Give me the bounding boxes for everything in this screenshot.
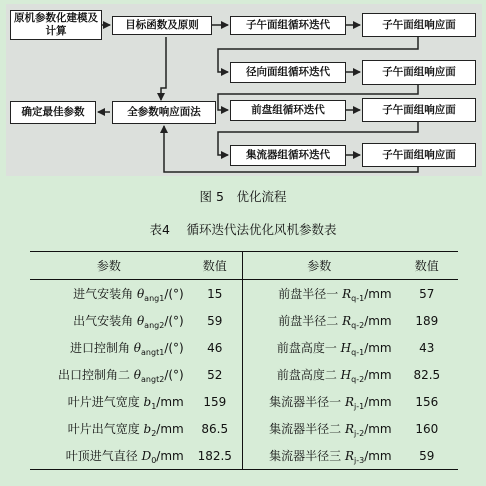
param-symbol: b (143, 421, 152, 436)
param-symbol: θ (133, 367, 142, 382)
param-unit: /mm (156, 448, 184, 463)
param-subscript: 1 (151, 401, 157, 411)
table-cell-value: 86.5 (201, 421, 229, 436)
param-unit: /(°) (164, 367, 184, 382)
table-cell-value: 52 (207, 367, 223, 382)
param-subscript: 0 (151, 455, 157, 465)
box-radial-loop: 径向面组循环迭代 (230, 62, 346, 83)
table-row (30, 307, 458, 334)
param-symbol: θ (136, 286, 145, 301)
table-cell-parameter (242, 442, 395, 470)
table-cell-parameter (30, 307, 188, 334)
table-row (30, 280, 458, 308)
table-cell-value: 156 (415, 394, 439, 409)
header-value-1: 数值 (188, 252, 243, 280)
box-collector-loop: 集流器组循环迭代 (230, 145, 346, 166)
param-unit: /mm (156, 394, 184, 409)
table-cell-value: 59 (207, 313, 223, 328)
table-cell-value: 160 (415, 421, 439, 436)
param-name: 叶片出气宽度 (67, 421, 144, 436)
param-name: 集流器半径三 (269, 448, 345, 463)
table-cell-parameter (242, 334, 395, 361)
param-subscript: angt2 (141, 374, 165, 384)
table-cell-parameter (30, 415, 188, 442)
box-front-disc-loop: 前盘组循环迭代 (230, 100, 346, 121)
table-cell-parameter (242, 361, 395, 388)
box-full-response-surface: 全参数响应面法 (112, 101, 216, 124)
header-value-2: 数值 (396, 252, 458, 280)
table-cell-parameter (242, 415, 395, 442)
box-parametric-modeling: 原机参数化建模及计算 (10, 10, 102, 40)
table-cell-parameter (30, 280, 188, 308)
param-name: 前盘半径一 (278, 286, 343, 301)
table-cell-parameter (30, 388, 188, 415)
table-cell-value: 15 (207, 286, 223, 301)
param-subscript: q-1 (351, 347, 365, 357)
param-symbol: θ (136, 313, 145, 328)
table-cell-parameter (242, 280, 395, 308)
box-optimal-parameters: 确定最佳参数 (10, 101, 96, 124)
table-cell-parameter (30, 361, 188, 388)
table-cell-value: 159 (203, 394, 227, 409)
table-cell-value: 46 (207, 340, 223, 355)
box-meridional-loop: 子午面组循环迭代 (230, 16, 346, 35)
param-subscript: j-3 (353, 455, 365, 465)
box-meridional-response-2: 子午面组响应面 (362, 60, 476, 85)
param-name: 进气安装角 (73, 286, 137, 301)
param-subscript: q-1 (351, 293, 365, 303)
param-unit: /mm (364, 340, 392, 355)
param-unit: /mm (364, 421, 392, 436)
param-unit: /(°) (164, 313, 184, 328)
param-unit: /mm (156, 421, 184, 436)
optimization-flow-diagram (6, 4, 482, 176)
param-name: 叶片进气宽度 (67, 394, 144, 409)
param-subscript: q-2 (351, 374, 365, 384)
param-name: 集流器半径二 (269, 421, 345, 436)
param-symbol: R (344, 394, 354, 409)
table-cell-parameter (242, 388, 395, 415)
param-unit: /mm (364, 313, 392, 328)
param-name: 前盘高度二 (276, 367, 341, 382)
param-unit: /(°) (164, 286, 184, 301)
table-row (30, 415, 458, 442)
table-cell-value: 59 (396, 442, 458, 470)
param-name: 出口控制角二 (57, 367, 134, 382)
param-name: 前盘半径二 (278, 313, 343, 328)
box-objective-function: 目标函数及原则 (112, 16, 212, 35)
param-subscript: ang1 (144, 293, 165, 303)
table-row (30, 442, 458, 470)
param-unit: /mm (364, 448, 392, 463)
param-symbol: R (342, 286, 352, 301)
param-subscript: j-2 (353, 428, 365, 438)
param-subscript: ang2 (144, 320, 165, 330)
param-name: 出气安装角 (73, 313, 137, 328)
param-name: 集流器半径一 (269, 394, 345, 409)
param-subscript: 2 (151, 428, 157, 438)
param-unit: /mm (364, 286, 392, 301)
param-subscript: j-1 (353, 401, 365, 411)
parameter-table (30, 251, 458, 470)
figure-caption: 图 5 优化流程 (199, 189, 287, 204)
table-cell-value: 182.5 (188, 442, 243, 470)
param-subscript: q-2 (351, 320, 365, 330)
table-cell-value: 82.5 (413, 367, 441, 382)
trunk-line (161, 37, 166, 100)
param-name: 叶顶进气直径 (65, 448, 142, 463)
param-symbol: H (340, 340, 352, 355)
param-unit: /(°) (164, 340, 184, 355)
param-unit: /mm (364, 394, 392, 409)
box-meridional-response-1: 子午面组响应面 (362, 13, 476, 37)
param-symbol: b (143, 394, 152, 409)
table-cell-value: 57 (419, 286, 435, 301)
param-symbol: R (342, 313, 352, 328)
table-cell-value: 189 (415, 313, 439, 328)
param-subscript: angt1 (141, 347, 165, 357)
table-cell-parameter (30, 334, 188, 361)
param-symbol: R (344, 448, 354, 463)
table-row (30, 388, 458, 415)
param-symbol: R (344, 421, 354, 436)
param-name: 前盘高度一 (276, 340, 341, 355)
table-caption: 表4 循环迭代法优化风机参数表 (149, 222, 337, 237)
box-meridional-response-4: 子午面组响应面 (362, 143, 476, 167)
table-cell-parameter (30, 442, 188, 470)
param-symbol: D (141, 448, 152, 463)
param-symbol: H (340, 367, 352, 382)
table-header-row (30, 252, 458, 280)
box-meridional-response-3: 子午面组响应面 (362, 98, 476, 122)
table-cell-value: 43 (419, 340, 435, 355)
table-row (30, 334, 458, 361)
header-parameter-2: 参数 (242, 252, 395, 280)
table-body (30, 280, 458, 470)
param-name: 进口控制角 (69, 340, 134, 355)
table-cell-parameter (242, 307, 395, 334)
param-symbol: θ (133, 340, 142, 355)
header-parameter-1: 参数 (30, 252, 188, 280)
param-unit: /mm (364, 367, 392, 382)
table-row (30, 361, 458, 388)
